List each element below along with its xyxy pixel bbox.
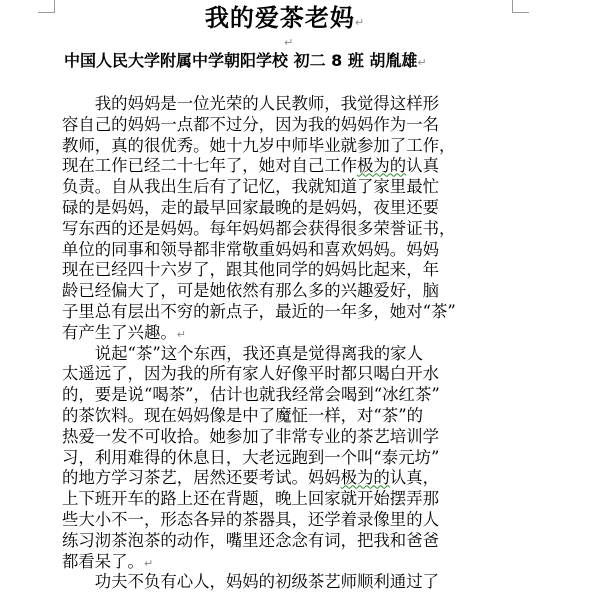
body-line: 写东西的还是妈妈。每年妈妈都会获得很多荣誉证书， — [62, 218, 456, 238]
body-line: 现在已经四十六岁了，跟其他同学的妈妈比起来，年 — [62, 260, 439, 280]
body-line: 说起“茶”这个东西，我还真是觉得离我的家人 — [62, 343, 423, 363]
body-line: 我的妈妈是一位光荣的人民教师，我觉得这样形 — [62, 94, 439, 113]
body-line: 习，利用难得的休息日，大老远跑到一个叫“泰元坊” — [62, 447, 440, 467]
paragraph-mark-icon: ↵ — [354, 16, 366, 29]
body-line: 容自己的妈妈一点都不过分，因为我的妈妈作为一名 — [62, 114, 439, 134]
paragraph-mark-icon: ↵ — [417, 56, 427, 69]
body-line: 热爱一发不可收拾。她参加了非常专业的茶艺培训学 — [62, 426, 439, 446]
body-line: 龄已经偏大了，可是她依然有那么多的兴趣爱好，脑 — [62, 281, 439, 301]
body-line: 的地方学习茶艺，居然还要考试。妈妈极为的认真， — [62, 468, 439, 488]
body-line: 碌的是妈妈，走的最早回家最晚的是妈妈，夜里还要 — [62, 198, 439, 217]
body-line: 太遥远了，因为我的所有家人好像平时都只喝白开水 — [62, 364, 439, 384]
body-line: 现在工作已经二十七年了，她对自己工作极为的认真 — [62, 156, 439, 176]
body-line: 有产生了兴趣。↵ — [62, 322, 186, 342]
body-line: 教师，真的很优秀。她十九岁中师毕业就参加了工作， — [62, 135, 456, 155]
body-line: 都看呆了。↵ — [62, 551, 154, 571]
document-title — [0, 2, 570, 39]
body-line: 单位的同事和领导都非常敬重妈妈和喜欢妈妈。妈妈 — [62, 239, 439, 259]
body-line: 些大小不一，形态各异的茶器具，还学着录像里的人 — [62, 510, 439, 529]
body-line: 的茶饮料。现在妈妈像是中了魔怔一样，对“茶”的 — [62, 406, 423, 425]
paragraph-mark-icon: ↵ — [176, 327, 186, 341]
body-line: 功夫不负有心人，妈妈的初级茶艺师顺利通过了 — [62, 572, 439, 592]
spellcheck-underline: 极为的 — [340, 468, 390, 488]
author-text: 中国人民大学附属中学朝阳学校 初二 8 班 胡胤雄 — [64, 51, 418, 70]
author-line — [64, 50, 534, 74]
body-line: 上下班开车的路上还在背题，晚上回家就开始摆弄那 — [62, 489, 439, 509]
body-line: 练习沏茶泡茶的动作，嘴里还念念有词，把我和爸爸 — [62, 530, 439, 550]
paragraph-mark-icon: ↵ — [284, 36, 294, 49]
spellcheck-underline: 极为的 — [357, 156, 407, 176]
paragraph-mark-icon: ↵ — [143, 556, 154, 570]
body-line: 负责。自从我出生后有了记忆，我就知道了家里最忙 — [62, 177, 439, 197]
body-line: 的，要是说“喝茶”，估计也就我经常会喝到“冰红茶” — [62, 385, 440, 405]
title-text: 我的爱茶老妈 — [204, 3, 355, 32]
body-line: 子里总有层出不穷的新点子，最近的一年多，她对“茶” — [62, 302, 456, 321]
